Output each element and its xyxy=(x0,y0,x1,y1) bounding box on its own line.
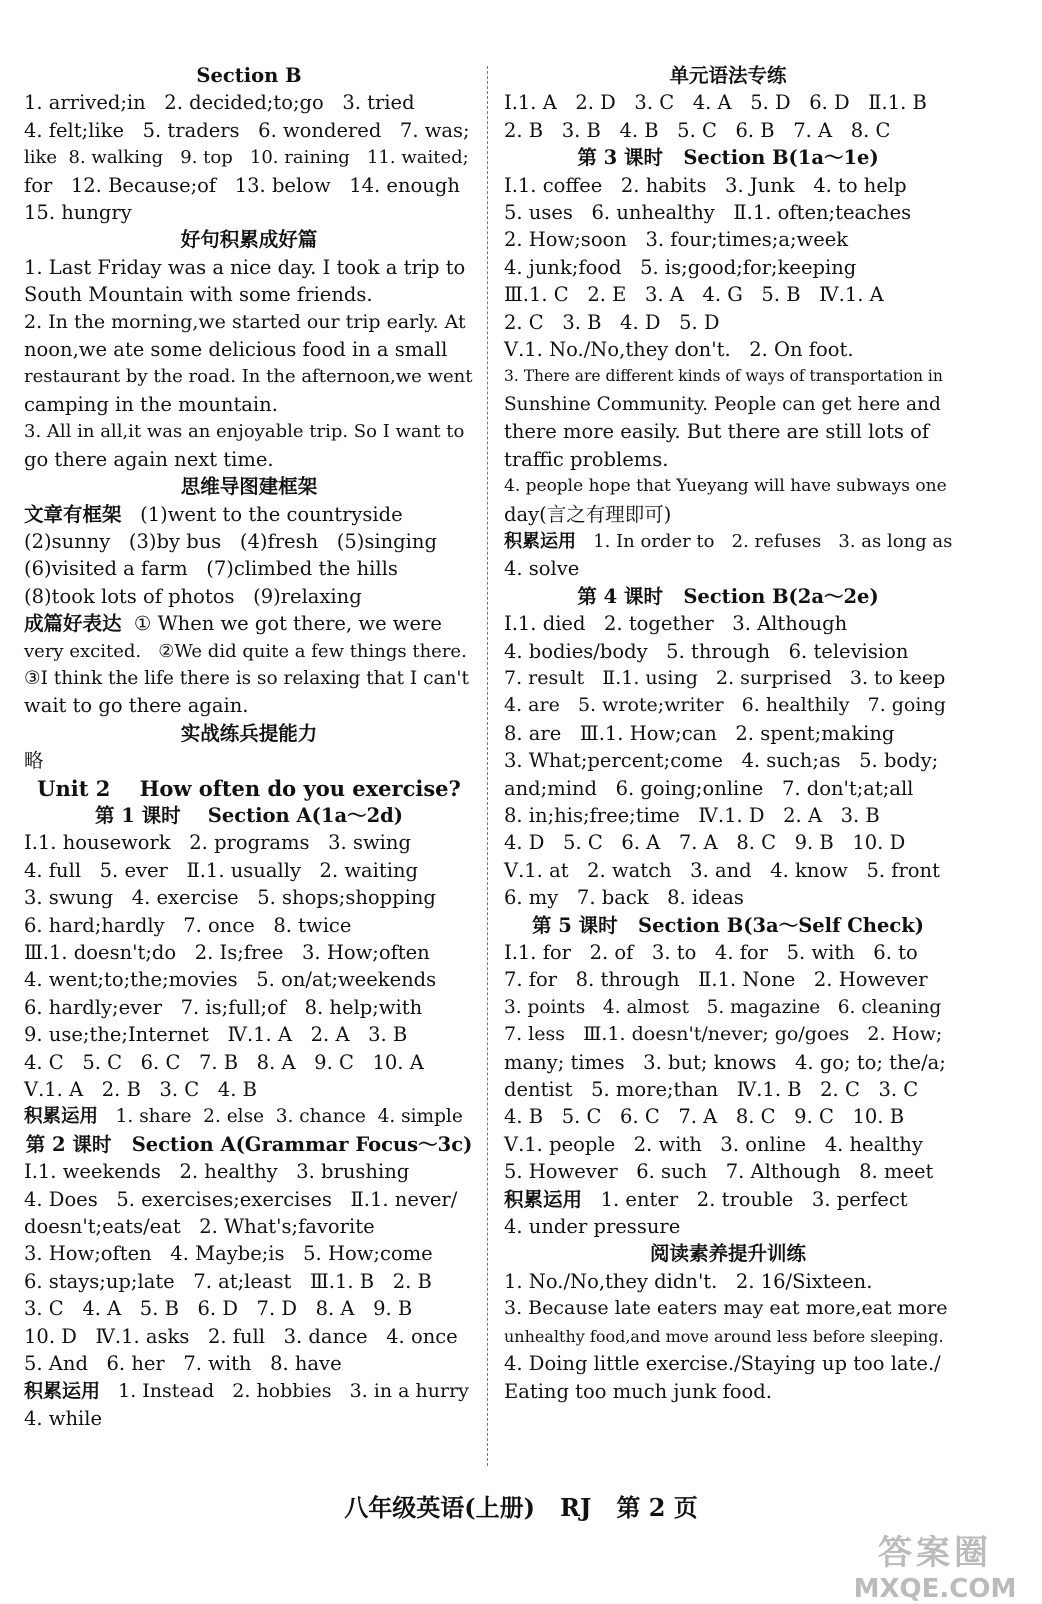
answer-line: 3. What;percent;come 4. such;as 5. body; xyxy=(504,749,939,773)
answer-line: Ⅰ.1. weekends 2. healthy 3. brushing xyxy=(24,1160,410,1184)
labeled-answer-line xyxy=(24,610,474,637)
answer-line: Ⅲ.1. doesn't;do 2. Is;free 3. How;often xyxy=(24,941,430,964)
labeled-answer-line xyxy=(504,1186,952,1213)
answer-label: 积累运用 xyxy=(504,1187,583,1211)
answer-text: ① When we got there, we were xyxy=(121,612,442,636)
answer-line: dentist 5. more;than Ⅳ.1. B 2. C 3. C xyxy=(504,1078,919,1102)
answer-line: 1. Last Friday was a nice day. I took a trip to xyxy=(24,255,466,279)
labeled-answer-line xyxy=(24,501,474,528)
answer-line: very excited. ②We did quite a few things there. xyxy=(24,640,467,662)
watermark-logo xyxy=(840,1525,1030,1604)
answer-line: 1. No./No,they didn't. 2. 16/Sixteen. xyxy=(504,1269,873,1293)
answer-line: 1. arrived;in 2. decided;to;go 3. tried xyxy=(24,91,415,115)
answer-line: 2. C 3. B 4. D 5. D xyxy=(504,310,720,334)
answer-line: for 12. Because;of 13. below 14. enough xyxy=(24,173,460,197)
answer-line: Ⅴ.1. people 2. with 3. online 4. healthy xyxy=(504,1132,923,1156)
answer-line: (8)took lots of photos (9)relaxing xyxy=(24,584,362,608)
answer-line: Ⅰ.1. for 2. of 3. to 4. for 5. with 6. to xyxy=(504,941,918,964)
left-column xyxy=(24,62,474,1432)
answer-line: 4. Does 5. exercises;exercises Ⅱ.1. never/ xyxy=(24,1187,458,1211)
answer-line: 4. while xyxy=(24,1406,103,1430)
answer-line: 3. There are different kinds of ways of transportation in xyxy=(504,367,943,386)
answer-line: restaurant by the road. In the afternoon,we went xyxy=(24,366,473,388)
answer-text: 1. Instead 2. hobbies 3. in a hurry xyxy=(100,1379,469,1402)
answer-line: Sunshine Community. People can get here and xyxy=(504,393,941,415)
answer-line: 6. stays;up;late 7. at;least Ⅲ.1. B 2. B xyxy=(24,1269,432,1293)
answer-label: 文章有框架 xyxy=(24,502,122,526)
answer-line: Ⅰ.1. coffee 2. habits 3. Junk 4. to help xyxy=(504,173,907,197)
answer-line: 10. D Ⅳ.1. asks 2. full 3. dance 4. once xyxy=(24,1324,458,1348)
answer-line: 7. for 8. through Ⅱ.1. None 2. However xyxy=(504,968,928,992)
answer-line: 4. went;to;the;movies 5. on/at;weekends xyxy=(24,968,437,992)
labeled-answer-line xyxy=(504,528,952,555)
answer-line: 3. Because late eaters may eat more,eat more xyxy=(504,1297,948,1320)
section-heading: 好句积累成好篇 xyxy=(180,228,318,252)
answer-line: day(言之有理即可) xyxy=(504,502,672,526)
answer-line: 4. felt;like 5. traders 6. wondered 7. was; xyxy=(24,118,470,142)
section-heading: 单元语法专练 xyxy=(669,64,787,87)
answer-line: 4. solve xyxy=(504,557,580,581)
answer-line: 3. swung 4. exercise 5. shops;shopping xyxy=(24,886,436,910)
answer-line: 4. D 5. C 6. A 7. A 8. C 9. B 10. D xyxy=(504,831,906,855)
answer-text: 1. enter 2. trouble 3. perfect xyxy=(582,1187,908,1211)
answer-label: 积累运用 xyxy=(24,1106,99,1128)
answer-line: 略 xyxy=(24,749,44,773)
answer-line: 5. uses 6. unhealthy Ⅱ.1. often;teaches xyxy=(504,201,912,225)
answer-line: 2. B 3. B 4. B 5. C 6. B 7. A 8. C xyxy=(504,118,891,142)
answer-line: 8. are Ⅲ.1. How;can 2. spent;making xyxy=(504,721,895,745)
right-column xyxy=(504,62,952,1405)
labeled-answer-line xyxy=(24,1103,474,1130)
answer-line: 7. result Ⅱ.1. using 2. surprised 3. to keep xyxy=(504,666,946,689)
answer-line: Ⅰ.1. A 2. D 3. C 4. A 5. D 6. D Ⅱ.1. B xyxy=(504,91,927,115)
watermark-text: 答案圈 xyxy=(878,1533,992,1573)
answer-line: like 8. walking 9. top 10. raining 11. waited; xyxy=(24,147,469,169)
answer-line: wait to go there again. xyxy=(24,694,249,718)
answer-line: 4. bodies/body 5. through 6. television xyxy=(504,639,909,663)
answer-line: 3. How;often 4. Maybe;is 5. How;come xyxy=(24,1242,433,1266)
answer-line: 6. my 7. back 8. ideas xyxy=(504,886,744,910)
answer-label: 成篇好表达 xyxy=(24,612,122,636)
answer-line: Ⅴ.1. No./No,they don't. 2. On foot. xyxy=(504,338,854,362)
section-heading: 第 4 课时 Section B(2a～2e) xyxy=(577,584,879,608)
answer-line: Ⅲ.1. C 2. E 3. A 4. G 5. B Ⅳ.1. A xyxy=(504,283,884,307)
answer-line: 4. B 5. C 6. C 7. A 8. C 9. C 10. B xyxy=(504,1105,905,1129)
section-heading: Unit 2 How often do you exercise? xyxy=(37,775,461,801)
answer-line: Eating too much junk food. xyxy=(504,1379,772,1403)
answer-line: and;mind 6. going;online 7. don't;at;all xyxy=(504,776,914,800)
column-divider xyxy=(487,66,488,1466)
answer-line: 9. use;the;Internet Ⅳ.1. A 2. A 3. B xyxy=(24,1023,408,1047)
answer-line: doesn't;eats/eat 2. What's;favorite xyxy=(24,1215,375,1239)
answer-line: 6. hardly;ever 7. is;full;of 8. help;with xyxy=(24,995,423,1019)
section-heading: Section B xyxy=(196,64,302,87)
answer-label: 积累运用 xyxy=(24,1379,101,1402)
answer-line: 4. junk;food 5. is;good;for;keeping xyxy=(504,255,857,279)
answer-line: 15. hungry xyxy=(24,201,132,225)
answer-line: 4. are 5. wrote;writer 6. healthily 7. going xyxy=(504,694,946,717)
answer-line: camping in the mountain. xyxy=(24,392,278,416)
answer-line: Ⅴ.1. at 2. watch 3. and 4. know 5. front xyxy=(504,858,940,882)
section-heading: 实战练兵提能力 xyxy=(180,721,318,745)
answer-line: 2. In the morning,we started our trip early. At xyxy=(24,310,466,333)
section-heading: 第 1 课时 Section A(1a～2d) xyxy=(94,803,404,827)
answer-line: unhealthy food,and move around less before sleeping. xyxy=(504,1326,944,1346)
section-heading: 思维导图建框架 xyxy=(180,475,318,499)
section-heading: 阅读素养提升训练 xyxy=(649,1242,806,1266)
answer-line: (6)visited a farm (7)climbed the hills xyxy=(24,557,398,581)
answer-line: there more easily. But there are still lots of xyxy=(504,420,930,444)
answer-line: 8. in;his;free;time Ⅳ.1. D 2. A 3. B xyxy=(504,803,880,827)
section-heading: 第 3 课时 Section B(1a～1e) xyxy=(577,146,879,170)
answer-line: many; times 3. but; knows 4. go; to; the/a; xyxy=(504,1050,946,1074)
answer-line: go there again next time. xyxy=(24,447,274,471)
answer-line: 5. And 6. her 7. with 8. have xyxy=(24,1352,342,1376)
answer-text: 1. In order to 2. refuses 3. as long as xyxy=(576,530,953,552)
answer-line: traffic problems. xyxy=(504,447,669,471)
answer-line: 3. All in all,it was an enjoyable trip. So I want to xyxy=(24,421,465,443)
answer-line: ③I think the life there is so relaxing that I can't xyxy=(24,667,469,689)
answer-line: 4. Doing little exercise./Staying up too late./ xyxy=(504,1352,941,1376)
answer-text: (1)went to the countryside xyxy=(121,502,403,526)
answer-line: 2. How;soon 3. four;times;a;week xyxy=(504,228,849,252)
answer-line: 4. under pressure xyxy=(504,1215,681,1239)
labeled-answer-line xyxy=(24,1378,474,1405)
answer-label: 积累运用 xyxy=(504,530,576,552)
answer-line: 4. full 5. ever Ⅱ.1. usually 2. waiting xyxy=(24,858,419,882)
answer-line: (2)sunny (3)by bus (4)fresh (5)singing xyxy=(24,529,437,553)
answer-line: 3. points 4. almost 5. magazine 6. cleaning xyxy=(504,996,942,1018)
section-heading: 第 2 课时 Section A(Grammar Focus～3c) xyxy=(25,1132,473,1156)
answer-line: 4. people hope that Yueyang will have subways one xyxy=(504,476,947,497)
answer-line: 7. less Ⅲ.1. doesn't/never; go/goes 2. How; xyxy=(504,1023,943,1046)
answer-text: 1. share 2. else 3. chance 4. simple xyxy=(98,1106,463,1128)
answer-line: Ⅴ.1. A 2. B 3. C 4. B xyxy=(24,1078,257,1102)
answer-line: Ⅰ.1. housework 2. programs 3. swing xyxy=(24,831,411,855)
answer-line: 5. However 6. such 7. Although 8. meet xyxy=(504,1160,934,1184)
answer-line: 6. hard;hardly 7. once 8. twice xyxy=(24,913,352,937)
answer-line: noon,we ate some delicious food in a small xyxy=(24,338,448,362)
answer-line: South Mountain with some friends. xyxy=(24,283,373,307)
section-heading: 第 5 课时 Section B(3a～Self Check) xyxy=(532,913,924,937)
answer-line: Ⅰ.1. died 2. together 3. Although xyxy=(504,612,848,636)
watermark-url: MXQE.COM xyxy=(853,1574,1017,1604)
answer-line: 3. C 4. A 5. B 6. D 7. D 8. A 9. B xyxy=(24,1297,413,1321)
page-footer: 八年级英语(上册) RJ 第 2 页 xyxy=(344,1493,698,1522)
answer-line: 4. C 5. C 6. C 7. B 8. A 9. C 10. A xyxy=(24,1050,424,1074)
